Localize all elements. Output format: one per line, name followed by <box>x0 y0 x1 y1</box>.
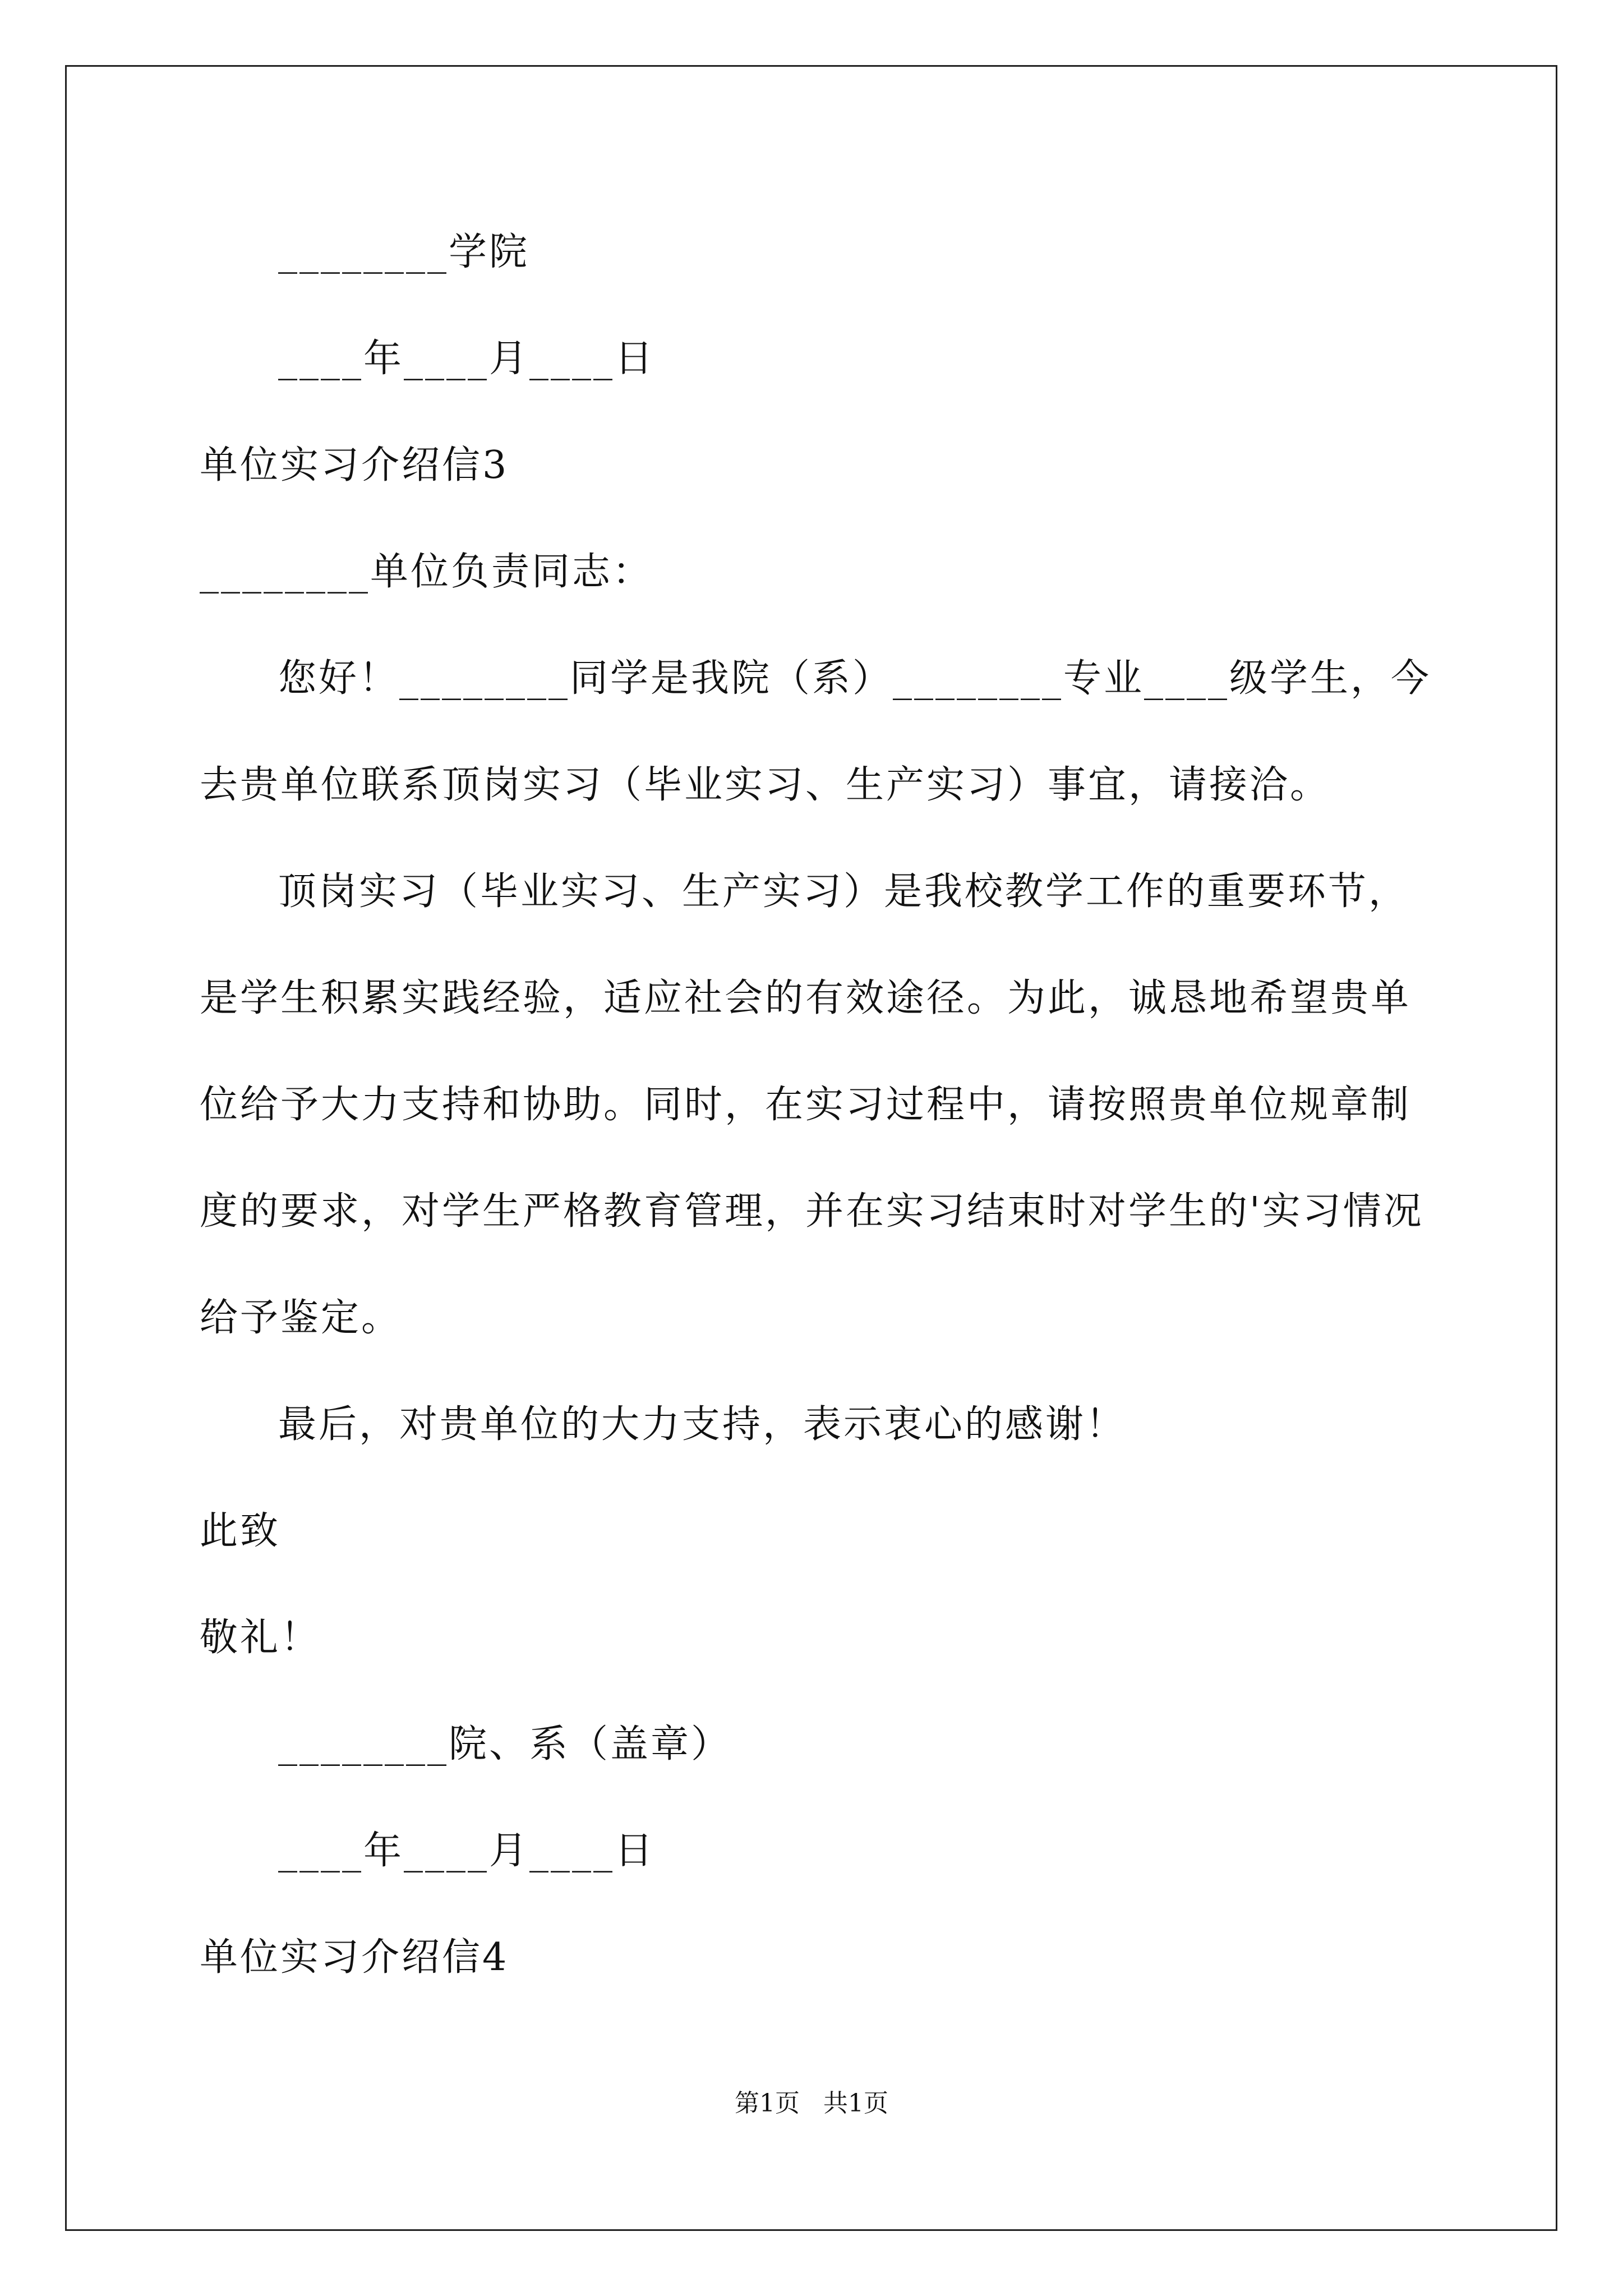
salutation: ________单位负责同志： <box>200 550 653 594</box>
paragraph-line: 给予鉴定。 <box>200 1296 402 1340</box>
section-heading: 单位实习介绍信3 <box>200 443 509 487</box>
paragraph-line: 去贵单位联系顶岗实习（毕业实习、生产实习）事宜，请接洽。 <box>200 763 1331 807</box>
closing-line: 敬礼！ <box>200 1616 321 1660</box>
page-frame <box>65 65 1557 2231</box>
paragraph-line: 度的要求，对学生严格教育管理，并在实习结束时对学生的'实习情况 <box>200 1189 1424 1234</box>
date-line: ____年____月____日 <box>278 1829 656 1873</box>
college-line: ________学院 <box>278 230 530 274</box>
paragraph-line: 最后，对贵单位的大力支持，表示衷心的感谢！ <box>278 1402 1127 1447</box>
paragraph-line: 您好！________同学是我院（系）________专业____级学生，今 <box>278 656 1432 701</box>
date-line: ____年____月____日 <box>278 337 656 381</box>
paragraph-line: 位给予大力支持和协助。同时，在实习过程中，请按照贵单位规章制 <box>200 1083 1412 1127</box>
page-footer: 第1页 共1页 <box>735 2089 888 2118</box>
seal-line: ________院、系（盖章） <box>278 1722 732 1766</box>
closing-line: 此致 <box>200 1509 281 1553</box>
paragraph-line: 顶岗实习（毕业实习、生产实习）是我校教学工作的重要环节， <box>278 869 1409 914</box>
section-heading: 单位实习介绍信4 <box>200 1935 509 1980</box>
paragraph-line: 是学生积累实践经验，适应社会的有效途径。为此，诚恳地希望贵单 <box>200 976 1412 1020</box>
